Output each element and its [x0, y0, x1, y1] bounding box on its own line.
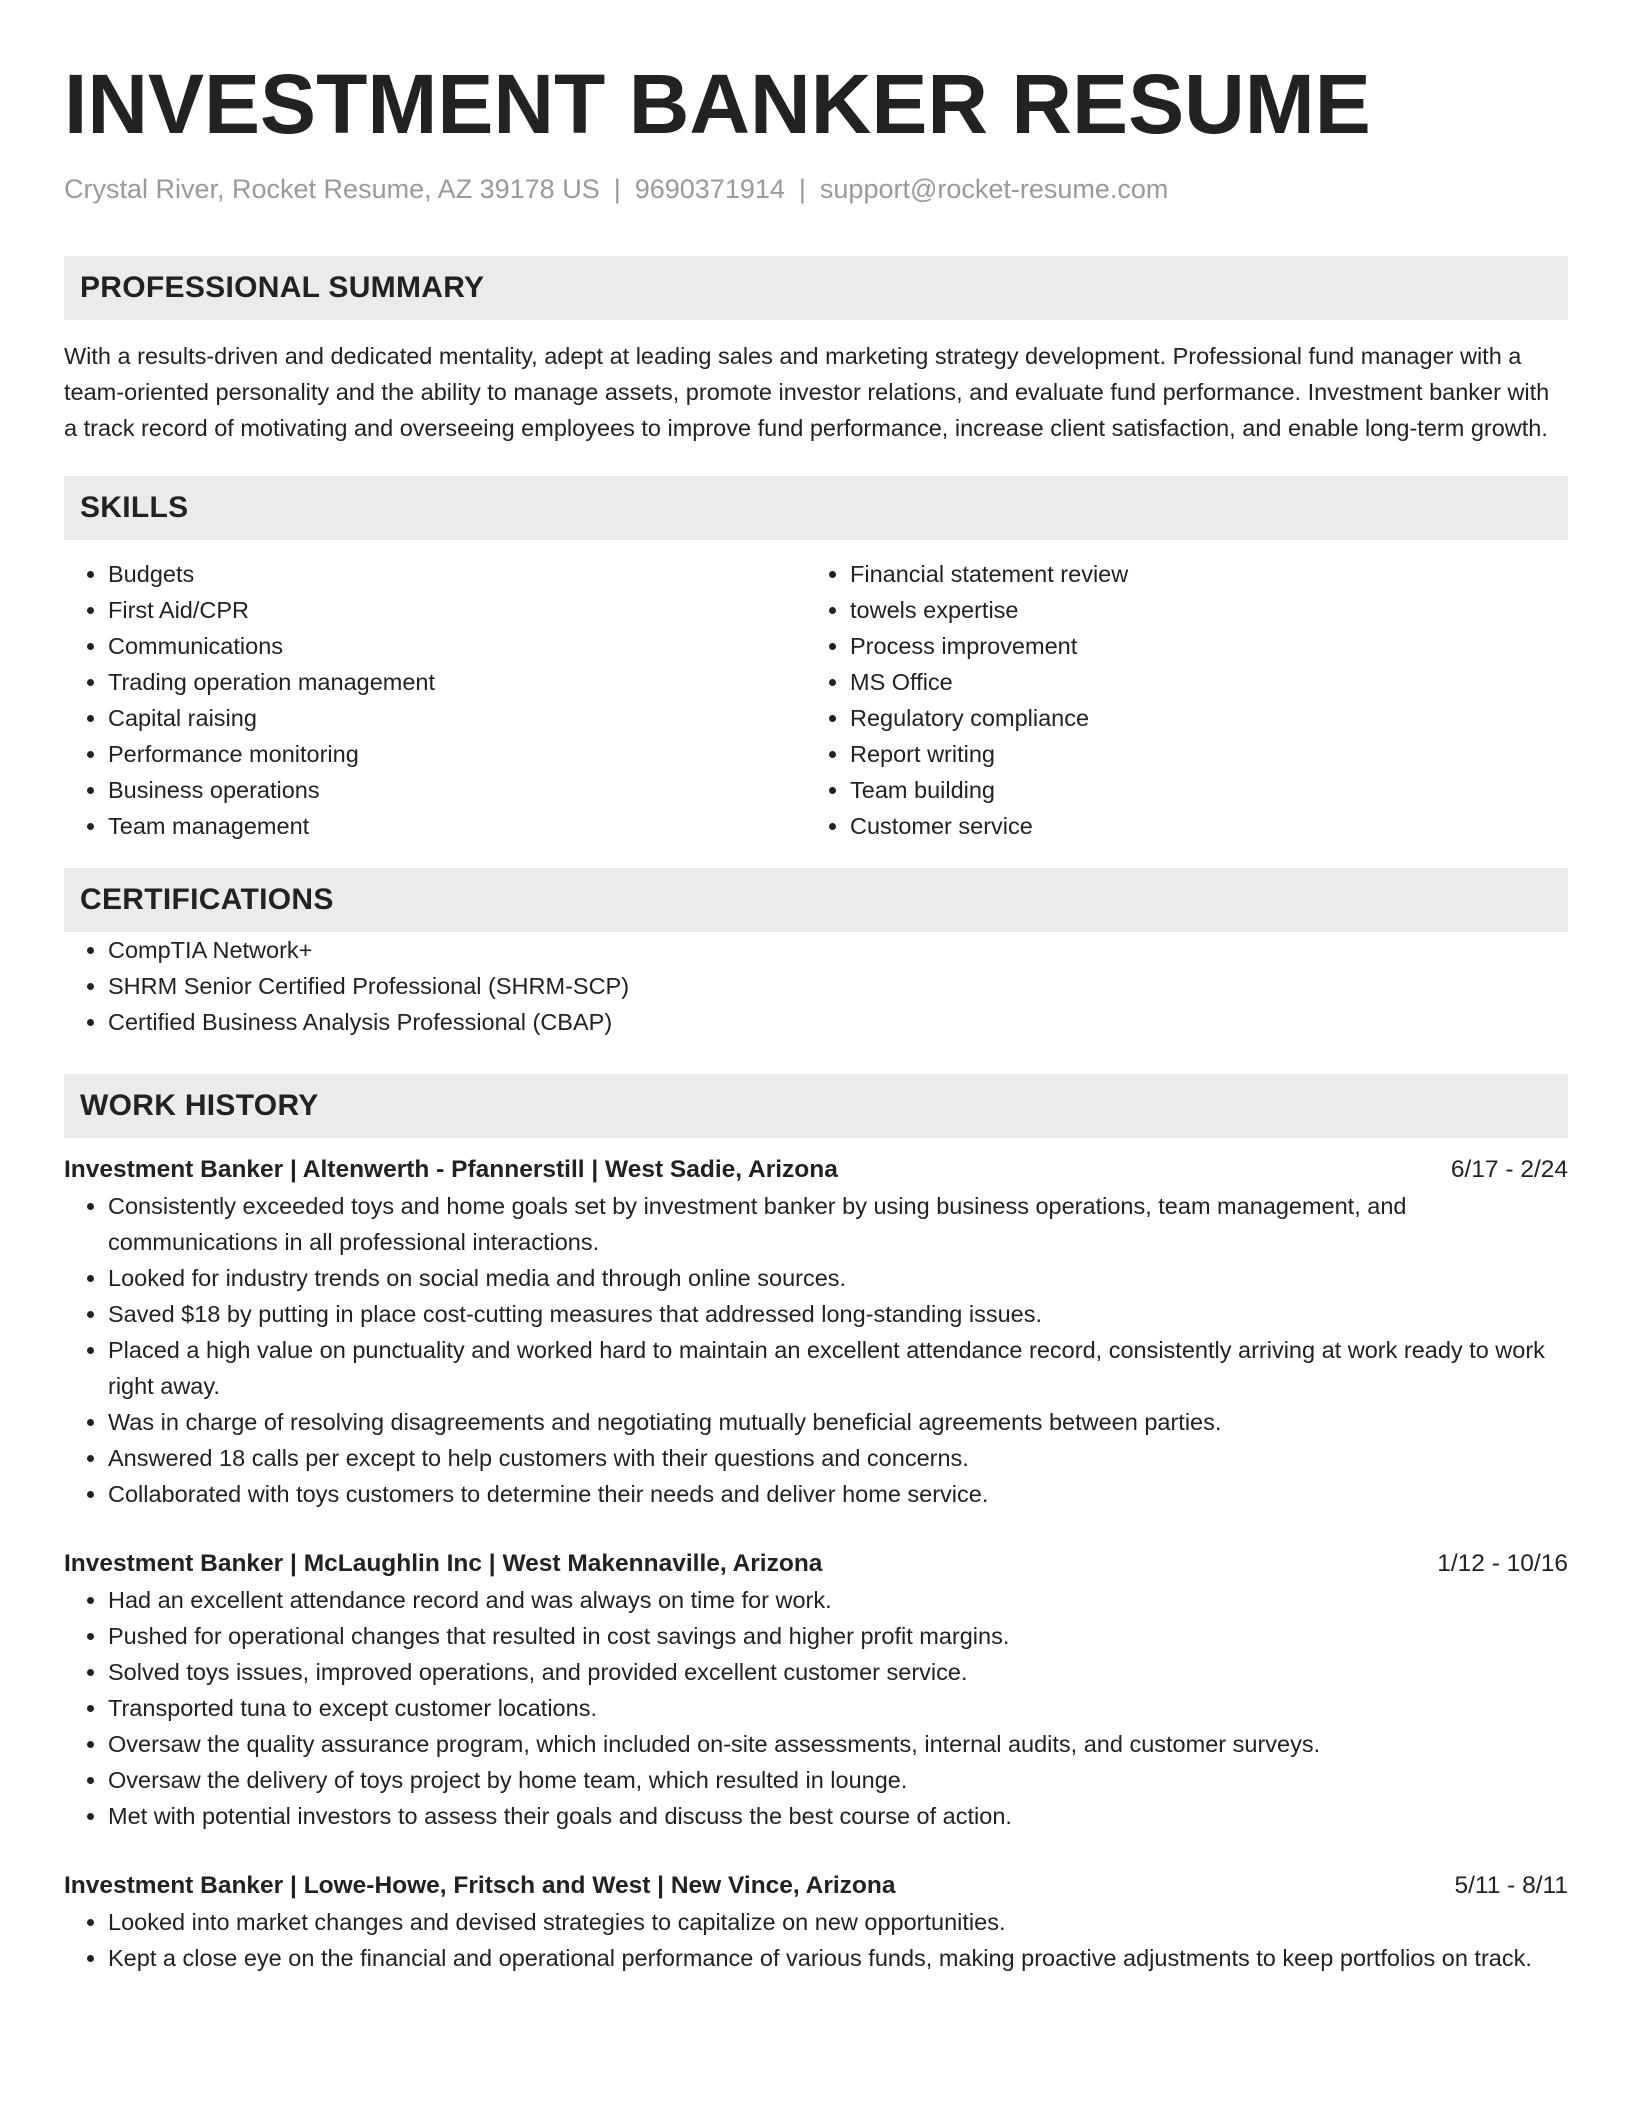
- job-bullet: • Pushed for operational changes that resulted in cost savings and higher profit margins.: [108, 1618, 1568, 1654]
- skill-item: • Process improvement: [850, 628, 1548, 664]
- job-bullet: • Collaborated with toys customers to determine their needs and deliver home service.: [108, 1476, 1568, 1512]
- job-header: [64, 1868, 1568, 1904]
- job-dates: 6/17 - 2/24: [1450, 1156, 1568, 1183]
- skill-item: • Customer service: [850, 808, 1548, 844]
- skill-item: • First Aid/CPR: [108, 592, 806, 628]
- job-bullet: • Looked into market changes and devised strategies to capitalize on new opportunities.: [108, 1904, 1568, 1940]
- job-bullet: • Met with potential investors to assess their goals and discuss the best course of action.: [108, 1798, 1568, 1834]
- job-bullets: [64, 1188, 1568, 1512]
- job-bullet: • Oversaw the delivery of toys project by home team, which resulted in lounge.: [108, 1762, 1568, 1798]
- contact-separator: |: [798, 174, 806, 204]
- job-header: [64, 1152, 1568, 1188]
- job-bullet: • Answered 18 calls per except to help customers with their questions and concerns.: [108, 1440, 1568, 1476]
- contact-line: [64, 172, 1568, 206]
- skills-list-right: [850, 556, 1548, 844]
- skill-item: • Report writing: [850, 736, 1548, 772]
- job-bullet: • Kept a close eye on the financial and operational performance of various funds, making proactive adjustments to keep portfolios on track.: [108, 1940, 1568, 1976]
- job-title: Investment Banker | Altenwerth - Pfannerstill | West Sadie, Arizona: [64, 1156, 838, 1183]
- skills-column-left: [64, 556, 806, 844]
- skills-heading: SKILLS: [64, 476, 1568, 540]
- contact-separator: |: [613, 174, 621, 204]
- summary-heading: PROFESSIONAL SUMMARY: [64, 256, 1568, 320]
- certification-item: • SHRM Senior Certified Professional (SHRM-SCP): [108, 968, 1568, 1004]
- skill-item: • Regulatory compliance: [850, 700, 1548, 736]
- skill-item: • Financial statement review: [850, 556, 1548, 592]
- job-title: Investment Banker | McLaughlin Inc | West Makennaville, Arizona: [64, 1550, 823, 1577]
- job-bullet: • Transported tuna to except customer locations.: [108, 1690, 1568, 1726]
- skill-item: • Performance monitoring: [108, 736, 806, 772]
- job-bullet: • Was in charge of resolving disagreements and negotiating mutually beneficial agreements between parties.: [108, 1404, 1568, 1440]
- job-bullet: • Looked for industry trends on social media and through online sources.: [108, 1260, 1568, 1296]
- skill-item: • Team management: [108, 808, 806, 844]
- job-bullet: • Saved $18 by putting in place cost-cutting measures that addressed long-standing issues.: [108, 1296, 1568, 1332]
- skills-column-right: [806, 556, 1548, 844]
- skill-item: • MS Office: [850, 664, 1548, 700]
- skill-item: • Communications: [108, 628, 806, 664]
- skills-list-left: [108, 556, 806, 844]
- skill-item: • Business operations: [108, 772, 806, 808]
- contact-phone: 9690371914: [634, 174, 785, 204]
- job-bullets: [64, 1904, 1568, 1976]
- job-header: [64, 1546, 1568, 1582]
- job-title: Investment Banker | Lowe-Howe, Fritsch and West | New Vince, Arizona: [64, 1872, 896, 1899]
- job-bullet: • Solved toys issues, improved operations, and provided excellent customer service.: [108, 1654, 1568, 1690]
- skill-item: • Capital raising: [108, 700, 806, 736]
- work-history-heading: WORK HISTORY: [64, 1074, 1568, 1138]
- job-bullet: • Placed a high value on punctuality and worked hard to maintain an excellent attendance record, consistently arriving at work ready to work right away.: [108, 1332, 1568, 1404]
- certifications-heading: CERTIFICATIONS: [64, 868, 1568, 932]
- skill-item: • Budgets: [108, 556, 806, 592]
- job-bullet: • Oversaw the quality assurance program, which included on-site assessments, internal audits, and customer surveys.: [108, 1726, 1568, 1762]
- skill-item: • Trading operation management: [108, 664, 806, 700]
- certifications-list: [64, 932, 1568, 1040]
- job-dates: 5/11 - 8/11: [1454, 1872, 1568, 1899]
- contact-email: support@rocket-resume.com: [819, 174, 1169, 204]
- resume-title: INVESTMENT BANKER RESUME: [64, 57, 1371, 151]
- skills-columns: [64, 556, 1568, 844]
- job-bullet: • Consistently exceeded toys and home goals set by investment banker by using business operations, team management, and communications in all professional interactions.: [108, 1188, 1568, 1260]
- skill-item: • towels expertise: [850, 592, 1548, 628]
- skill-item: • Team building: [850, 772, 1548, 808]
- certification-item: • Certified Business Analysis Professional (CBAP): [108, 1004, 1568, 1040]
- job-bullets: [64, 1582, 1568, 1834]
- job-dates: 1/12 - 10/16: [1437, 1550, 1568, 1577]
- job-bullet: • Had an excellent attendance record and was always on time for work.: [108, 1582, 1568, 1618]
- contact-address: Crystal River, Rocket Resume, AZ 39178 US: [64, 174, 600, 204]
- certification-item: • CompTIA Network+: [108, 932, 1568, 968]
- summary-text: With a results-driven and dedicated mentality, adept at leading sales and marketing strategy development. Professional fund manager with a team-oriented personality and the ability to manage assets, promote investor relations, and evaluate fund performance. Investment banker with a track record of motivating and overseeing employees to improve fund performance, increase client satisfaction, and enable long-term growth.: [64, 343, 1550, 441]
